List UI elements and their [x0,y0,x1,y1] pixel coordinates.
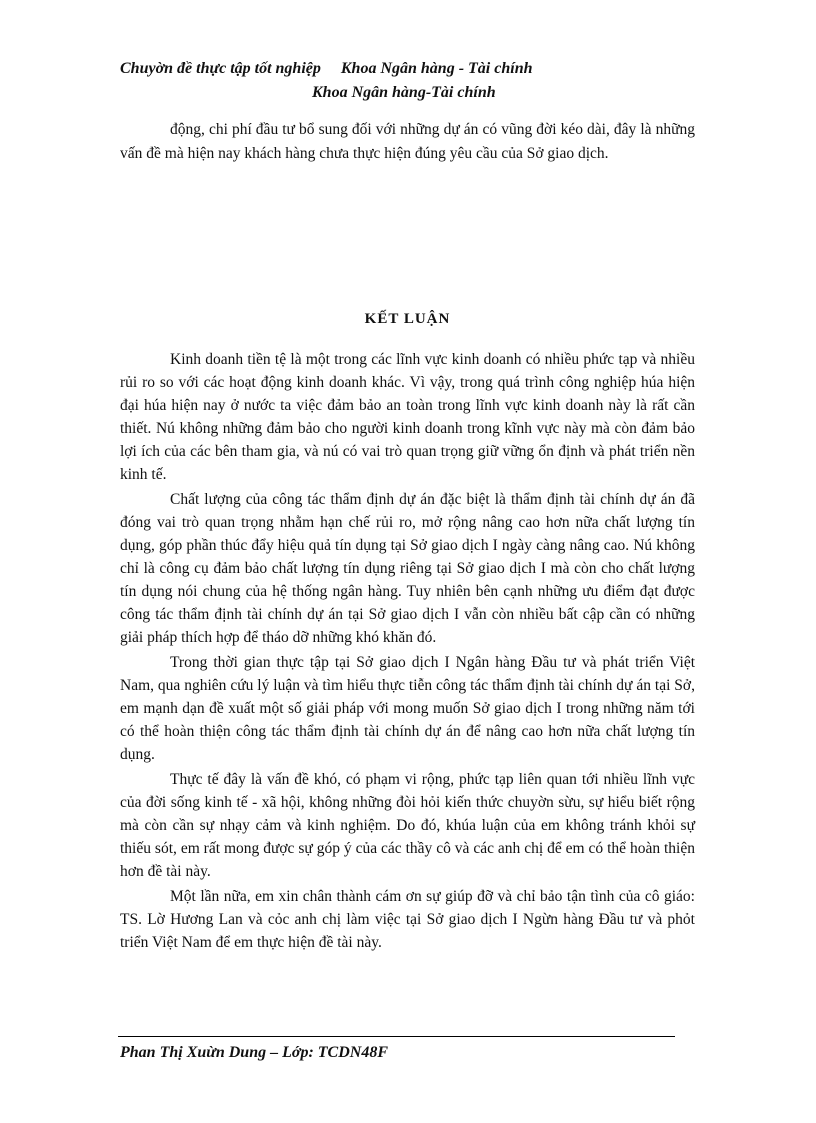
page-header [120,60,720,78]
conclusion-paragraph-1: Kinh doanh tiền tệ là một trong các lĩnh vực kinh doanh có nhiều phức tạp và nhiều rủi ro so với các hoạt động kinh doanh khác. Vì vậy, trong quá trình công nghiệp húa hiện đại húa hiện nay ở nước ta việc đảm bảo an toàn trong lĩnh vực kinh doanh này là rất cần thiết. Nú không những đảm bảo cho người kinh doanh trong kĩnh vực này mà còn đảm bảo lợi ích của các bên tham gia, và nú có vai trò quan trọng giữ vững ổn định và phát triển nền kinh tế. [120,351,695,483]
conclusion-paragraph-4: Thực tế đây là vấn đề khó, có phạm vi rộng, phức tạp liên quan tới nhiều lĩnh vực của đời sống kinh tế - xã hội, không những đòi hỏi kiến thức chuyờn sừu, sự hiểu biết rộng mà còn cần sự nhạy cảm và kinh nghiệm. Do đó, khúa luận của em không tránh khỏi sự thiếu sót, em rất mong được sự góp ý của các thầy cô và các anh chị để em có thể hoàn thiện hơn đề tài này. [120,771,695,880]
footer-author: Phan Thị Xuừn Dung – Lớp: TCDN48F [120,1044,389,1061]
header-faculty-line2: Khoa Ngân hàng-Tài chính [312,84,496,101]
conclusion-body [120,348,695,956]
conclusion-paragraph-2: Chất lượng của công tác thẩm định dự án đặc biệt là thẩm định tài chính dự án đã đóng vai trò quan trọng nhằm hạn chế rủi ro, mở rộng nâng cao hơn nữa chất lượng tín dụng, góp phần thúc đẩy hiệu quả tín dụng tại Sở giao dịch I ngày càng nâng cao. Nú không chỉ là công cụ đảm bảo chất lượng tín dụng riêng tại Sở giao dịch I mà còn cho chất lượng tín dụng nói chung của hệ thống ngân hàng. Tuy nhiên bên cạnh những ưu điểm đạt được công tác thẩm định tài chính dự án tại Sở giao dịch I vẫn còn nhiều bất cập cần có những giải pháp thích hợp để tháo dỡ những khó khăn đó. [120,491,695,646]
header-faculty: Khoa Ngân hàng - Tài chính [340,60,533,77]
header-thesis-title: Chuyờn đề thực tập tốt nghiệp [120,60,321,77]
continuation-paragraph: động, chi phí đầu tư bổ sung đối với những dự án có vũng đời kéo dài, đây là những vấn đề mà hiện nay khách hàng chưa thực hiện đúng yêu cầu của Sở giao dịch. [120,121,695,162]
footer-divider [118,1036,675,1037]
conclusion-paragraph-3: Trong thời gian thực tập tại Sở giao dịch I Ngân hàng Đầu tư và phát triển Việt Nam, qua nghiên cứu lý luận và tìm hiểu thực tiễn công tác thẩm định tài chính dự án tại Sở, em mạnh dạn đề xuất một số giải pháp với mong muốn Sở giao dịch I trong những năm tới có thể hoàn thiện công tác thẩm định tài chính dự án để nâng cao hơn nữa chất lượng tín dụng. [120,654,695,763]
conclusion-paragraph-5: Một lần nữa, em xin chân thành cám ơn sự giúp đỡ và chỉ bảo tận tình của cô giáo: TS. Lờ Hương Lan và cỏc anh chị làm việc tại Sở giao dịch I Ngừn hàng Đầu tư và phỏt triển Việt Nam để em thực hiện đề tài này. [120,888,695,951]
section-title: KẾT LUẬN [364,311,451,327]
continuation-text [120,118,695,166]
